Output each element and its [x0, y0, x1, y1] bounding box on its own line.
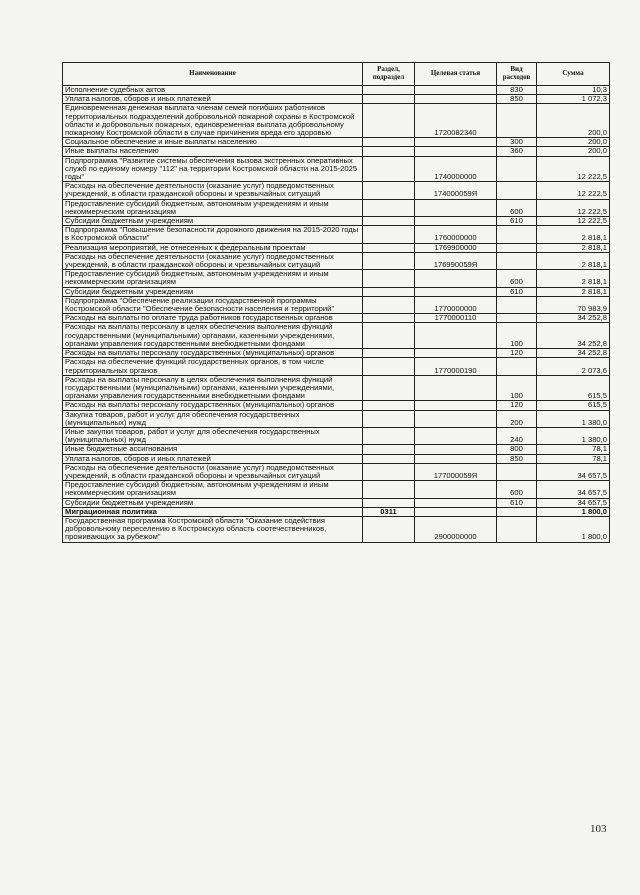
- cell-article: [415, 375, 497, 401]
- table-row: [63, 375, 610, 401]
- cell-section: [363, 95, 415, 104]
- table-row: [63, 199, 610, 216]
- cell-name: Подпрограмма "Развитие системы обеспечения вызова экстренных оперативных служб по единому номеру "112" на территории Костромской области на 2015-2025 годы": [63, 156, 363, 182]
- cell-section: [363, 454, 415, 463]
- cell-section: [363, 323, 415, 349]
- cell-name: Иные закупки товаров, работ и услуг для обеспечения государственных (муниципальных) нужд: [63, 427, 363, 444]
- cell-type: [497, 463, 537, 480]
- cell-section: [363, 270, 415, 287]
- cell-sum: 10,3: [537, 86, 610, 95]
- cell-type: [497, 182, 537, 199]
- table-row: [63, 287, 610, 296]
- table-row: [63, 226, 610, 243]
- cell-type: 850: [497, 95, 537, 104]
- cell-sum: 2 073,6: [537, 358, 610, 375]
- cell-sum: 34 252,8: [537, 314, 610, 323]
- cell-sum: 2 818,1: [537, 287, 610, 296]
- cell-article: 174000059Я: [415, 182, 497, 199]
- cell-type: [497, 156, 537, 182]
- cell-article: 1769900000: [415, 243, 497, 252]
- cell-name: Социальное обеспечение и иные выплаты населению: [63, 138, 363, 147]
- cell-article: [415, 401, 497, 410]
- cell-sum: 12 222,5: [537, 199, 610, 216]
- cell-sum: 615,5: [537, 401, 610, 410]
- cell-article: [415, 507, 497, 516]
- cell-type: 100: [497, 323, 537, 349]
- header-section: Раздел, подраздел: [363, 63, 415, 86]
- cell-section: [363, 252, 415, 269]
- cell-article: [415, 147, 497, 156]
- cell-name: Расходы на выплаты персоналу государственных (муниципальных) органов: [63, 401, 363, 410]
- cell-name: Иные выплаты населению: [63, 147, 363, 156]
- cell-sum: 1 380,0: [537, 427, 610, 444]
- table-row: [63, 104, 610, 138]
- cell-sum: 200,0: [537, 104, 610, 138]
- cell-article: 177000059Я: [415, 463, 497, 480]
- cell-type: [497, 243, 537, 252]
- table-row: [63, 358, 610, 375]
- table-row: [63, 445, 610, 454]
- cell-name: Субсидии бюджетным учреждениям: [63, 498, 363, 507]
- table-row: [63, 481, 610, 498]
- cell-type: [497, 104, 537, 138]
- cell-type: 300: [497, 138, 537, 147]
- cell-article: [415, 454, 497, 463]
- cell-type: 120: [497, 349, 537, 358]
- cell-name: Миграционная политика: [63, 507, 363, 516]
- table-row: [63, 427, 610, 444]
- table-row: [63, 349, 610, 358]
- cell-type: 600: [497, 199, 537, 216]
- cell-sum: 34 657,5: [537, 498, 610, 507]
- cell-sum: 1 072,3: [537, 95, 610, 104]
- cell-type: [497, 226, 537, 243]
- header-article: Целевая статья: [415, 63, 497, 86]
- table-row: [63, 95, 610, 104]
- cell-type: 200: [497, 410, 537, 427]
- cell-sum: 200,0: [537, 138, 610, 147]
- cell-sum: 78,1: [537, 454, 610, 463]
- table-body: [63, 86, 610, 543]
- cell-section: [363, 156, 415, 182]
- cell-article: [415, 287, 497, 296]
- cell-section: [363, 147, 415, 156]
- cell-sum: 70 983,9: [537, 296, 610, 313]
- cell-sum: 34 252,8: [537, 349, 610, 358]
- cell-type: 360: [497, 147, 537, 156]
- cell-name: Единовременная денежная выплата членам семей погибших работников территориальных подразделений добровольной пожарной охраны в Костромской области и добровольных пожарных, единовременная выплата добровольному пожарному Костромской области в случае причинения вреда его здоровью: [63, 104, 363, 138]
- cell-type: 610: [497, 498, 537, 507]
- budget-table: [62, 62, 610, 543]
- table-row: [63, 314, 610, 323]
- header-type: Вид расходов: [497, 63, 537, 86]
- cell-section: [363, 498, 415, 507]
- table-header-row: [63, 63, 610, 86]
- cell-section: [363, 104, 415, 138]
- table-row: [63, 270, 610, 287]
- cell-section: [363, 427, 415, 444]
- cell-section: 0311: [363, 507, 415, 516]
- cell-sum: 200,0: [537, 147, 610, 156]
- cell-article: [415, 445, 497, 454]
- cell-name: Предоставление субсидий бюджетным, автономным учреждениям и иным некоммерческим организациям: [63, 481, 363, 498]
- cell-type: 610: [497, 217, 537, 226]
- cell-sum: 2 818,1: [537, 252, 610, 269]
- cell-name: Подпрограмма "Обеспечение реализации государственной программы Костромской области "Обеспечение безопасности населения и территорий": [63, 296, 363, 313]
- table-row: [63, 147, 610, 156]
- table-row: [63, 507, 610, 516]
- header-name: Наименование: [63, 63, 363, 86]
- cell-name: Расходы на обеспечение деятельности (оказание услуг) подведомственных учреждений, в области гражданской обороны и чрезвычайных ситуаций: [63, 252, 363, 269]
- cell-article: 176990059Я: [415, 252, 497, 269]
- cell-article: [415, 270, 497, 287]
- cell-type: [497, 358, 537, 375]
- cell-type: [497, 507, 537, 516]
- cell-article: [415, 199, 497, 216]
- cell-section: [363, 481, 415, 498]
- cell-article: 1740000000: [415, 156, 497, 182]
- header-sum: Сумма: [537, 63, 610, 86]
- page-number: 103: [590, 823, 607, 835]
- cell-type: [497, 314, 537, 323]
- table-row: [63, 323, 610, 349]
- cell-name: Субсидии бюджетным учреждениям: [63, 217, 363, 226]
- cell-section: [363, 358, 415, 375]
- cell-sum: 12 222,5: [537, 217, 610, 226]
- table-row: [63, 217, 610, 226]
- cell-sum: 12 222,5: [537, 156, 610, 182]
- cell-sum: 2 818,1: [537, 270, 610, 287]
- table-row: [63, 410, 610, 427]
- cell-name: Расходы на обеспечение деятельности (оказание услуг) подведомственных учреждений, в области гражданской обороны и чрезвычайных ситуаций: [63, 463, 363, 480]
- cell-type: [497, 516, 537, 542]
- cell-article: [415, 410, 497, 427]
- table-row: [63, 156, 610, 182]
- cell-article: [415, 349, 497, 358]
- cell-article: [415, 86, 497, 95]
- cell-type: 610: [497, 287, 537, 296]
- cell-sum: 1 800,0: [537, 507, 610, 516]
- table-row: [63, 182, 610, 199]
- cell-name: Иные бюджетные ассигнования: [63, 445, 363, 454]
- cell-sum: 12 222,5: [537, 182, 610, 199]
- cell-section: [363, 314, 415, 323]
- cell-section: [363, 226, 415, 243]
- cell-name: Исполнение судебных актов: [63, 86, 363, 95]
- cell-name: Расходы на обеспечение функций государственных органов, в том числе территориальных органов: [63, 358, 363, 375]
- table-row: [63, 463, 610, 480]
- cell-section: [363, 401, 415, 410]
- cell-name: Расходы на выплаты персоналу государственных (муниципальных) органов: [63, 349, 363, 358]
- cell-type: 600: [497, 270, 537, 287]
- cell-type: [497, 252, 537, 269]
- cell-section: [363, 463, 415, 480]
- cell-name: Закупка товаров, работ и услуг для обеспечения государственных (муниципальных) нужд: [63, 410, 363, 427]
- cell-article: [415, 498, 497, 507]
- cell-section: [363, 86, 415, 95]
- cell-name: Предоставление субсидий бюджетным, автономным учреждениям и иным некоммерческим организациям: [63, 270, 363, 287]
- table-row: [63, 138, 610, 147]
- cell-name: Реализация мероприятий, не отнесенных к федеральным проектам: [63, 243, 363, 252]
- cell-section: [363, 217, 415, 226]
- cell-type: 600: [497, 481, 537, 498]
- cell-sum: 2 818,1: [537, 243, 610, 252]
- cell-article: [415, 138, 497, 147]
- cell-sum: 2 818,1: [537, 226, 610, 243]
- cell-article: 1770000190: [415, 358, 497, 375]
- cell-section: [363, 287, 415, 296]
- cell-sum: 34 252,8: [537, 323, 610, 349]
- cell-article: [415, 427, 497, 444]
- table-row: [63, 243, 610, 252]
- cell-section: [363, 182, 415, 199]
- cell-name: Уплата налогов, сборов и иных платежей: [63, 95, 363, 104]
- cell-sum: 1 800,0: [537, 516, 610, 542]
- cell-sum: 78,1: [537, 445, 610, 454]
- cell-article: 2900000000: [415, 516, 497, 542]
- table-row: [63, 498, 610, 507]
- cell-type: 800: [497, 445, 537, 454]
- cell-article: [415, 95, 497, 104]
- cell-section: [363, 349, 415, 358]
- cell-name: Расходы на выплаты персоналу в целях обеспечения выполнения функций государственными (муниципальными) органами, казенными учреждениями, органами управления государственными внебюджетными фондами: [63, 323, 363, 349]
- cell-type: 100: [497, 375, 537, 401]
- cell-article: 1770000110: [415, 314, 497, 323]
- cell-name: Расходы на выплаты по оплате труда работников государственных органов: [63, 314, 363, 323]
- cell-section: [363, 199, 415, 216]
- cell-name: Расходы на обеспечение деятельности (оказание услуг) подведомственных учреждений, в области гражданской обороны и чрезвычайных ситуаций: [63, 182, 363, 199]
- cell-section: [363, 445, 415, 454]
- cell-name: Субсидии бюджетным учреждениям: [63, 287, 363, 296]
- table-row: [63, 86, 610, 95]
- cell-type: 830: [497, 86, 537, 95]
- table-row: [63, 401, 610, 410]
- cell-type: 850: [497, 454, 537, 463]
- cell-sum: 1 380,0: [537, 410, 610, 427]
- cell-section: [363, 375, 415, 401]
- table-row: [63, 454, 610, 463]
- cell-name: Уплата налогов, сборов и иных платежей: [63, 454, 363, 463]
- cell-sum: 615,5: [537, 375, 610, 401]
- cell-sum: 34 657,5: [537, 463, 610, 480]
- cell-name: Государственная программа Костромской области "Оказание содействия добровольному переселению в Костромскую область соотечественников, проживающих за рубежом": [63, 516, 363, 542]
- cell-article: [415, 217, 497, 226]
- cell-type: [497, 296, 537, 313]
- cell-sum: 34 657,5: [537, 481, 610, 498]
- cell-section: [363, 410, 415, 427]
- table-row: [63, 252, 610, 269]
- cell-article: 1720082340: [415, 104, 497, 138]
- cell-article: [415, 323, 497, 349]
- cell-name: Предоставление субсидий бюджетным, автономным учреждениям и иным некоммерческим организациям: [63, 199, 363, 216]
- cell-type: 240: [497, 427, 537, 444]
- cell-type: 120: [497, 401, 537, 410]
- cell-section: [363, 296, 415, 313]
- cell-article: [415, 481, 497, 498]
- cell-article: 1770000000: [415, 296, 497, 313]
- cell-name: Подпрограмма "Повышение безопасности дорожного движения на 2015-2020 годы в Костромской области": [63, 226, 363, 243]
- cell-section: [363, 138, 415, 147]
- cell-name: Расходы на выплаты персоналу в целях обеспечения выполнения функций государственными (муниципальными) органами, казенными учреждениями, органами управления государственными внебюджетными фондами: [63, 375, 363, 401]
- cell-article: 1760000000: [415, 226, 497, 243]
- table-row: [63, 516, 610, 542]
- cell-section: [363, 243, 415, 252]
- cell-section: [363, 516, 415, 542]
- table-row: [63, 296, 610, 313]
